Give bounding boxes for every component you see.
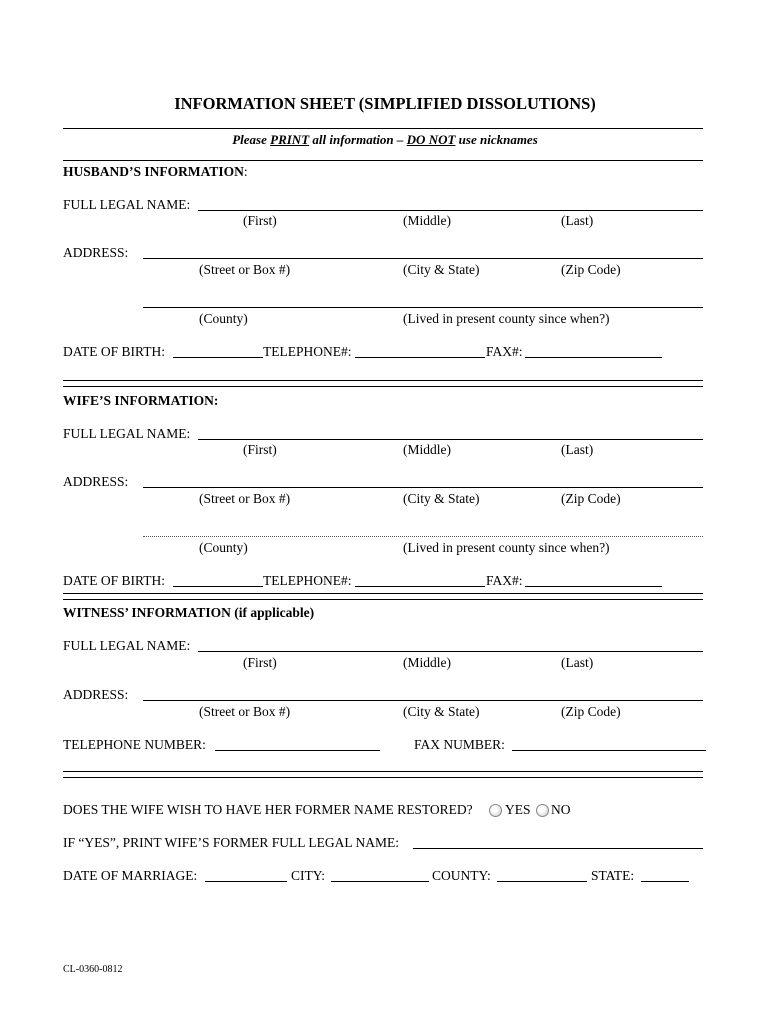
wife-dob-label: DATE OF BIRTH:: [63, 573, 165, 588]
husband-fax-line: [525, 357, 662, 358]
instructions-print: PRINT: [270, 132, 310, 147]
wife-dob-input[interactable]: [174, 571, 262, 585]
husband-lived-since-caption: (Lived in present county since when?): [403, 311, 610, 326]
wife-fax-input[interactable]: [526, 571, 661, 585]
marriage-state-input[interactable]: [642, 866, 688, 880]
title-rule: [63, 128, 703, 129]
husband-name-input[interactable]: [200, 195, 700, 209]
husband-heading-text: HUSBAND’S INFORMATION: [63, 164, 244, 179]
marriage-date-input[interactable]: [206, 866, 286, 880]
husband-name-label: FULL LEGAL NAME:: [63, 197, 191, 212]
wife-city-state-caption: (City & State): [403, 491, 480, 506]
witness-telephone-line: [215, 750, 380, 751]
former-name-label: IF “YES”, PRINT WIFE’S FORMER FULL LEGAL NAME:: [63, 835, 400, 850]
wife-telephone-line: [355, 586, 485, 587]
husband-dob-line: [173, 357, 263, 358]
page-title: INFORMATION SHEET (SIMPLIFIED DISSOLUTIONS): [174, 94, 596, 113]
husband-city-state-caption: (City & State): [403, 262, 480, 277]
husband-zip-caption: (Zip Code): [561, 262, 621, 277]
instructions-middle: all information –: [309, 132, 407, 147]
witness-middle-caption: (Middle): [403, 655, 451, 670]
witness-last-caption: (Last): [561, 655, 594, 670]
former-name-line: [413, 848, 703, 849]
witness-fax-input[interactable]: [513, 735, 705, 749]
husband-telephone-input[interactable]: [356, 342, 484, 356]
marriage-city-input[interactable]: [332, 866, 428, 880]
witness-street-caption: (Street or Box #): [199, 704, 291, 719]
witness-zip-caption: (Zip Code): [561, 704, 621, 719]
husband-address-line: [143, 258, 703, 259]
instructions-prefix: Please: [232, 132, 271, 147]
husband-dob-label: DATE OF BIRTH:: [63, 344, 165, 359]
husband-first-caption: (First): [243, 213, 277, 228]
yes-radio[interactable]: [489, 804, 502, 817]
wife-telephone-label: TELEPHONE#:: [263, 573, 352, 588]
witness-fax-label: FAX NUMBER:: [414, 737, 505, 752]
wife-name-input[interactable]: [200, 424, 700, 438]
witness-name-label: FULL LEGAL NAME:: [63, 638, 191, 653]
marriage-city-label: CITY:: [291, 868, 326, 883]
wife-telephone-input[interactable]: [356, 571, 484, 585]
witness-address-input[interactable]: [145, 685, 700, 699]
husband-name-line: [198, 210, 703, 211]
husband-last-caption: (Last): [561, 213, 594, 228]
wife-middle-caption: (Middle): [403, 442, 451, 457]
form-code: CL-0360-0812: [63, 964, 123, 975]
wife-street-caption: (Street or Box #): [199, 491, 291, 506]
marriage-state-label: STATE:: [591, 868, 635, 883]
husband-county-line: [143, 307, 703, 308]
instructions-do-not: DO NOT: [406, 132, 456, 147]
witness-name-line: [198, 651, 703, 652]
witness-city-state-caption: (City & State): [403, 704, 480, 719]
section-separator: [63, 593, 703, 600]
no-label: NO: [551, 802, 571, 817]
wife-county-input[interactable]: [145, 521, 700, 535]
marriage-date-label: DATE OF MARRIAGE:: [63, 868, 198, 883]
husband-fax-label: FAX#:: [486, 344, 523, 359]
name-restore-question: DOES THE WIFE WISH TO HAVE HER FORMER NAME RESTORED?: [63, 802, 473, 817]
marriage-county-line: [497, 881, 587, 882]
husband-address-input[interactable]: [145, 243, 700, 257]
wife-first-caption: (First): [243, 442, 277, 457]
wife-county-line: [143, 536, 703, 537]
witness-fax-line: [512, 750, 706, 751]
wife-last-caption: (Last): [561, 442, 594, 457]
witness-address-label: ADDRESS:: [63, 687, 129, 702]
marriage-date-line: [205, 881, 287, 882]
witness-heading: WITNESS’ INFORMATION (if applicable): [63, 605, 315, 620]
witness-telephone-input[interactable]: [216, 735, 379, 749]
husband-address-label: ADDRESS:: [63, 245, 129, 260]
wife-address-label: ADDRESS:: [63, 474, 129, 489]
wife-heading: WIFE’S INFORMATION:: [63, 393, 219, 408]
witness-name-input[interactable]: [200, 636, 700, 650]
section-separator: [63, 771, 703, 778]
marriage-state-line: [641, 881, 689, 882]
witness-address-line: [143, 700, 703, 701]
wife-dob-line: [173, 586, 263, 587]
instructions-rule: [63, 160, 703, 161]
yes-label: YES: [505, 802, 531, 817]
husband-county-caption: (County): [199, 311, 248, 326]
husband-street-caption: (Street or Box #): [199, 262, 291, 277]
wife-name-line: [198, 439, 703, 440]
wife-address-line: [143, 487, 703, 488]
section-separator: [63, 380, 703, 387]
wife-fax-label: FAX#:: [486, 573, 523, 588]
wife-name-label: FULL LEGAL NAME:: [63, 426, 191, 441]
marriage-county-input[interactable]: [498, 866, 586, 880]
husband-county-input[interactable]: [145, 292, 700, 306]
no-radio[interactable]: [536, 804, 549, 817]
wife-fax-line: [525, 586, 662, 587]
husband-fax-input[interactable]: [526, 342, 661, 356]
husband-middle-caption: (Middle): [403, 213, 451, 228]
marriage-county-label: COUNTY:: [432, 868, 491, 883]
husband-heading-colon: :: [243, 164, 248, 179]
wife-address-input[interactable]: [145, 472, 700, 486]
husband-telephone-line: [355, 357, 485, 358]
husband-heading: [63, 165, 248, 179]
instructions-suffix: use nicknames: [455, 132, 538, 147]
witness-first-caption: (First): [243, 655, 277, 670]
instructions: [0, 133, 770, 146]
witness-telephone-label: TELEPHONE NUMBER:: [63, 737, 206, 752]
former-name-input[interactable]: [414, 833, 702, 847]
husband-telephone-label: TELEPHONE#:: [263, 344, 352, 359]
wife-lived-since-caption: (Lived in present county since when?): [403, 540, 610, 555]
husband-dob-input[interactable]: [174, 342, 262, 356]
marriage-city-line: [331, 881, 429, 882]
wife-county-caption: (County): [199, 540, 248, 555]
wife-zip-caption: (Zip Code): [561, 491, 621, 506]
